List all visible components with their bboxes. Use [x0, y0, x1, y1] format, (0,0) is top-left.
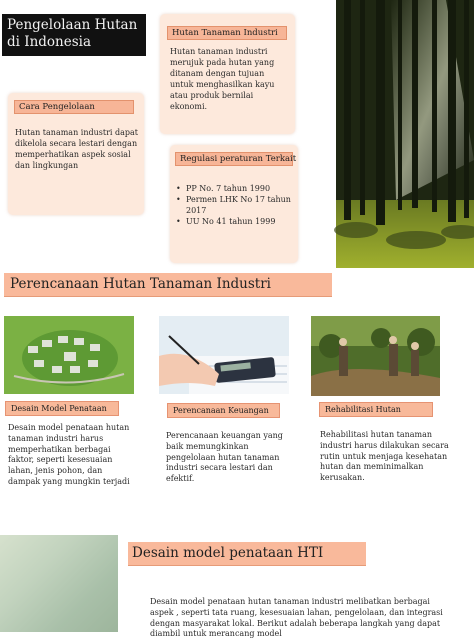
card-cara-text: Hutan tanaman industri dapat dikelola secara lestari dengan memperhatikan aspek sosial dan lingkungan	[15, 128, 138, 170]
regulasi-item: • Permen LHK No 17 tahun 2017	[176, 195, 291, 215]
section-header-perencanaan	[4, 273, 332, 297]
column-label-rehabilitasi: Rehabilitasi Hutan	[319, 402, 433, 417]
blurred-green-image	[0, 535, 118, 632]
forest-photo	[336, 0, 474, 268]
card-regulasi-label: Regulasi peraturan Terkait	[175, 152, 293, 166]
column-text-keuangan: Perencanaan keuangan yang baik memungkinkan pengelolaan hutan tanaman industri secara lestari dan efektif.	[166, 431, 283, 484]
section-title: Perencanaan Hutan Tanaman Industri	[10, 276, 271, 292]
regulasi-list	[176, 183, 294, 227]
regulasi-item: • UU No 41 tahun 1999	[176, 217, 276, 226]
site-plan-illustration	[4, 316, 134, 394]
calculator-image	[159, 316, 289, 394]
card-cara-label: Cara Pengelolaan	[14, 100, 134, 114]
card-regulasi	[170, 145, 298, 263]
column-label-desain: Desain Model Penataan	[5, 401, 119, 416]
card-hutan-tanaman-label: Hutan Tanaman Industri	[167, 26, 287, 40]
finance-illustration	[159, 316, 289, 394]
column-text-rehabilitasi: Rehabilitasi hutan tanaman industri harus dilakukan secara rutin untuk menjaga kesehatan hutan dan meminimalkan kerusakan.	[320, 430, 449, 483]
section2-title: Desain model penataan HTI	[132, 545, 324, 561]
resort-layout-image	[4, 316, 134, 394]
card-hutan-tanaman	[160, 14, 295, 134]
section2-paragraph: Desain model penataan hutan tanaman industri melibatkan berbagai aspek , seperti tata ruang, kesesuaian lahan, pengelolaan, dan integrasi dengan masyarakat lokal. Berikut adalah beberapa langkah yang dapat diambil untuk merancang model	[150, 597, 443, 639]
rehabilitation-image	[311, 316, 440, 396]
page-title-text: Pengelolaan Hutan di Indonesia	[7, 17, 138, 50]
column-label-keuangan: Perencanaan Keuangan	[167, 403, 280, 418]
column-text-desain: Desain model penataan hutan tanaman industri harus memperhatikan berbagai faktor, seperti kesesuaian lahan, jenis pohon, dan dampak yang mungkin terjadi	[8, 423, 130, 486]
card-hutan-tanaman-text: Hutan tanaman industri merujuk pada hutan yang ditanam dengan tujuan untuk menghasilkan kayu atau produk bernilai ekonomi.	[170, 47, 275, 111]
forest-illustration	[336, 0, 474, 268]
page-title	[2, 14, 146, 56]
regulasi-item: • PP No. 7 tahun 1990	[176, 184, 271, 193]
section-header-desain-model	[128, 542, 366, 566]
planting-illustration	[311, 316, 440, 396]
card-cara-pengelolaan	[8, 93, 144, 215]
